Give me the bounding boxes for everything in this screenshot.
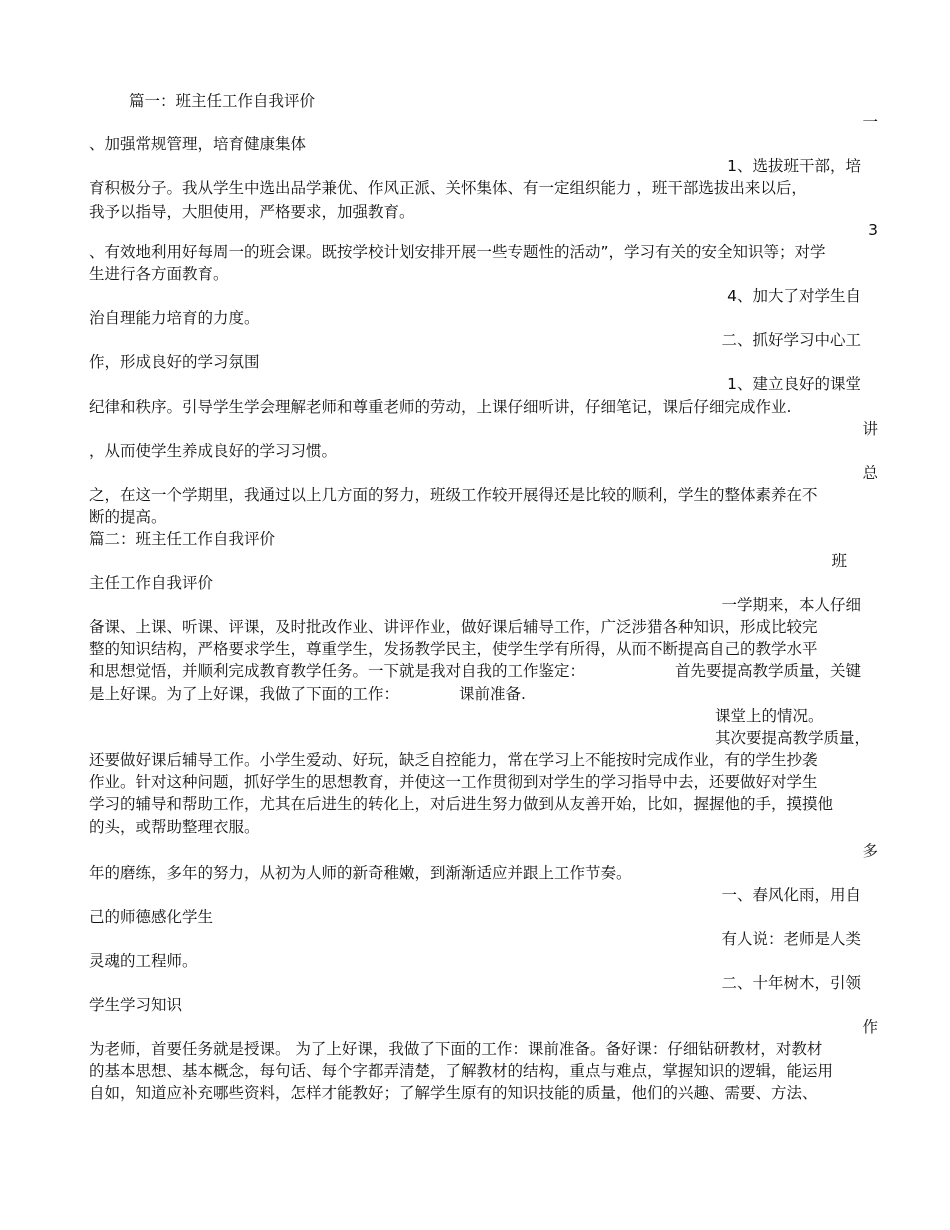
text-line: 我予以指导，大胆使用，严格要求，加强教育。: [89, 203, 415, 221]
text-line: 一、春风化雨，用自: [721, 886, 861, 904]
text-line: 课堂上的情况。: [715, 707, 824, 725]
text-line: 1、建立良好的课堂: [727, 375, 861, 393]
text-line: 年的磨练，多年的努力，从初为人师的新奇稚嫩，到渐渐适应并跟上工作节奏。: [89, 864, 632, 882]
text-line: 有人说：老师是人类: [721, 930, 861, 948]
section-title: 篇二：班主任工作自我评价: [89, 530, 276, 548]
text-line: 的头，或帮助整理衣服。: [89, 818, 260, 836]
text-line: 1、选拔班干部，培: [727, 157, 861, 175]
text-line: 之，在这一个学期里，我通过以上几方面的努力，班级工作较开展得还是比较的顺利，学生的整体素养在不: [89, 486, 818, 504]
text-line: 治自理能力培育的力度。: [89, 309, 260, 327]
text-line: 整的知识结构，严格要求学生，尊重学生，发扬教学民主，使学生学有所得，从而不断提高自己的教学水平: [89, 640, 818, 658]
text-line: 育积极分子。我从学生中选出品学兼优、作风正派、关怀集体、有一定组织能力 ，班干部选拔出来以后，: [89, 179, 807, 197]
text-line: 己的师德感化学生: [89, 908, 214, 926]
text-line: 纪律和秩序。引导学生学会理解老师和尊重老师的劳动，上课仔细听讲，仔细笔记，课后仔细完成作业.: [89, 398, 792, 416]
text-line: 自如，知道应补充哪些资料，怎样才能教好；了解学生原有的知识技能的质量，他们的兴趣、需要、方法、: [89, 1084, 818, 1102]
text-line: 作，形成良好的学习氛围: [89, 353, 260, 371]
text-line: 4、加大了对学生自: [727, 287, 861, 305]
text-line: 、有效地利用好每周一的班会课。既按学校计划安排开展一些专题性的活动”，学习有关的安全知识等；对学: [89, 243, 826, 261]
text-line: 学生学习知识: [89, 996, 183, 1014]
text-line: 一学期来，本人仔细: [721, 596, 861, 614]
text-line: 一: [862, 113, 878, 131]
text-line: 的基本思想、基本概念，每句话、每个字都弄清楚，了解教材的结构，重点与难点，掌握知识的逻辑，能运用: [89, 1062, 834, 1080]
text-line: 备课、上课、听课、评课，及时批改作业、讲评作业，做好课后辅导工作，广泛涉猎各种知识，形成比较完: [89, 618, 818, 636]
text-line: 3: [868, 221, 878, 239]
text-line: 还要做好课后辅导工作。小学生爱动、好玩，缺乏自控能力，常在学习上不能按时完成作业，有的学生抄袭: [89, 751, 818, 769]
text-line: 多: [862, 842, 878, 860]
text-line: 首先要提高教学质量，关键: [674, 662, 861, 680]
text-line: 总: [862, 464, 878, 482]
text-line: 、加强常规管理，培育健康集体: [89, 135, 307, 153]
text-line: 班: [831, 552, 847, 570]
text-line: 断的提高。: [89, 508, 167, 526]
text-line: 学习的辅导和帮助工作，尤其在后进生的转化上，对后进生努力做到从友善开始，比如，握握他的手，摸摸他: [89, 795, 834, 813]
text-line: 灵魂的工程师。: [89, 952, 198, 970]
text-line: 和思想觉悟，并顺利完成教育教学任务。一下就是我对自我的工作鉴定：: [89, 662, 586, 680]
text-line: 其次要提高教学质量，: [715, 729, 871, 747]
section-title: 篇一：班主任工作自我评价: [129, 92, 316, 110]
text-line: 为老师，首要任务就是授课。 为了上好课，我做了下面的工作：课前准备。备好课：仔细钻研教材，对教材: [89, 1040, 823, 1058]
text-line: 主任工作自我评价: [89, 574, 214, 592]
text-line: 作: [862, 1018, 878, 1036]
text-line: 作业。针对这种问题，抓好学生的思想教育，并使这一工作贯彻到对学生的学习指导中去，还要做好对学生: [89, 773, 818, 791]
text-line: ，从而使学生养成良好的学习习惯。: [89, 442, 338, 460]
text-line: 生进行各方面教育。: [89, 265, 229, 283]
text-line: 二、十年树木，引领: [721, 974, 861, 992]
text-line: 课前准备.: [459, 685, 526, 703]
text-line: 讲: [862, 420, 878, 438]
text-line: 是上好课。为了上好课，我做了下面的工作：: [89, 685, 400, 703]
text-line: 二、抓好学习中心工: [721, 331, 861, 349]
